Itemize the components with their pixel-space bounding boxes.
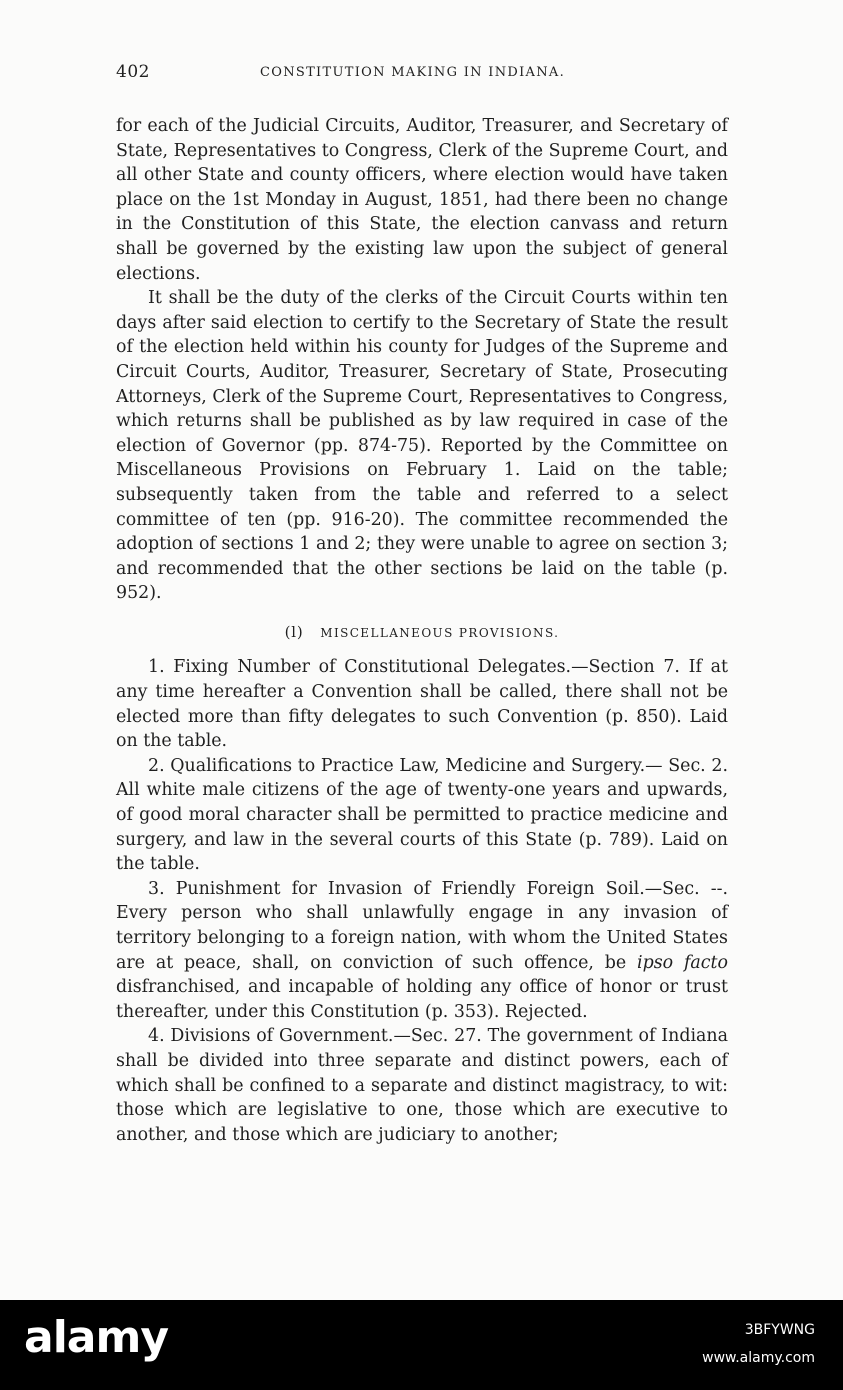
provision-item-4: 4. Divisions of Government.—Sec. 27. The government of Indiana shall be divided into three separate and distinct powers, each of which shall be confined to a separate and distinct magistracy, to wit: those which are legislative to one, those which are executive to another, and those which are judiciary to another;	[116, 1026, 728, 1145]
alamy-logo: alamy	[24, 1312, 168, 1363]
provision-item-3-text-b: disfranchised, and incapable of holding any office of honor or trust thereafter, under this Constitution (p. 353). Rejected.	[116, 977, 728, 1022]
provision-item-2: 2. Qualifications to Practice Law, Medicine and Surgery.— Sec. 2. All white male citizens of the age of twenty-one years and upwards, of good moral character shall be permitted to practice medicine and surgery, and law in the several courts of this State (p. 789). Laid on the table.	[116, 755, 728, 875]
watermark-banner	[0, 1300, 843, 1390]
paragraph-clerks-duty: It shall be the duty of the clerks of the Circuit Courts within ten days after said election to certify to the Secretary of State the result of the election held within his county for Judges of the Supreme and Circuit Courts, Auditor, Treasurer, Secretary of State, Prosecuting Attorneys, Clerk of the Supreme Court, Representatives to Congress, which returns shall be published as by law required in case of the election of Governor (pp. 874-75). Reported by the Committee on Miscellaneous Provisions on February 1. Laid on the table; subsequently taken from the table and referred to a select committee of ten (pp. 916-20). The committee recommended the adoption of sections 1 and 2; they were unable to agree on section 3; and recommended that the other sections be laid on the table (p. 952).	[116, 288, 728, 604]
provision-item-3	[116, 877, 728, 1025]
image-id: 3BFYWNG	[744, 1322, 815, 1338]
page-body	[116, 114, 728, 1147]
section-title: MISCELLANEOUS PROVISIONS.	[320, 625, 560, 640]
provision-item-3-text-a: 3. Punishment for Invasion of Friendly Foreign Soil.—Sec. --. Every person who shall unlawfully engage in any invasion of territory belonging to a foreign nation, with whom the United States are at peace, shall, on conviction of such offence, be	[116, 878, 728, 973]
provision-item-3-italic: ipso facto	[637, 952, 728, 973]
site-url: www.alamy.com	[702, 1350, 815, 1366]
page-header	[116, 62, 728, 88]
section-marker: (l)	[284, 622, 304, 641]
running-head: CONSTITUTION MAKING IN INDIANA.	[260, 65, 566, 80]
provision-item-1: 1. Fixing Number of Constitutional Delegates.—Section 7. If at any time hereafter a Convention shall be called, there shall not be elected more than fifty delegates to such Convention (p. 850). Laid on the table.	[116, 657, 728, 752]
section-heading	[116, 620, 728, 646]
paragraph-continuation: for each of the Judicial Circuits, Auditor, Treasurer, and Secretary of State, Representatives to Congress, Clerk of the Supreme Court, and all other State and county officers, where election would have taken place on the 1st Monday in August, 1851, had there been no change in the Constitution of this State, the election canvass and return shall be governed by the existing law upon the subject of general elections.	[116, 116, 728, 284]
page-number: 402	[116, 62, 150, 82]
